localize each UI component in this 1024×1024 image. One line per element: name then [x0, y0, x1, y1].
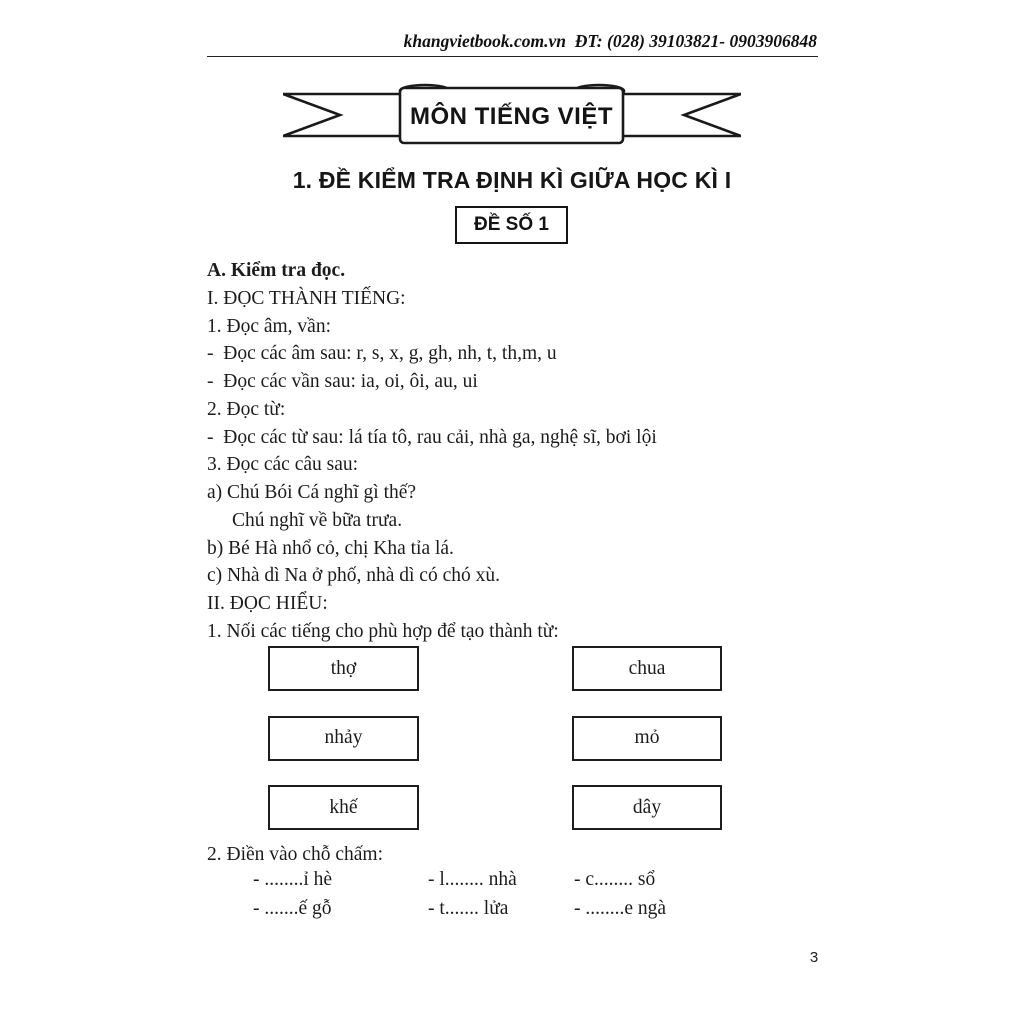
- fill-blank-cell: - t....... lửa: [428, 897, 509, 919]
- fill-in-row: [253, 895, 813, 924]
- body-line-words: - Đọc các từ sau: lá tía tô, rau cải, nhà ga, nghệ sĩ, bơi lội: [207, 426, 657, 448]
- body-line-sentence-a2: Chú nghĩ về bữa trưa.: [232, 509, 403, 531]
- fill-in-exercise: [253, 866, 813, 923]
- body-line-heading-1: I. ĐỌC THÀNH TIẾNG:: [207, 287, 406, 309]
- body-line-rhymes: - Đọc các vần sau: ia, oi, ôi, au, ui: [207, 371, 478, 392]
- banner-label: MÔN TIẾNG VIỆT: [409, 103, 614, 130]
- matching-row: [268, 716, 722, 761]
- page-number: 3: [809, 949, 819, 966]
- matching-exercise: [268, 646, 722, 855]
- fill-blank-cell: - .......ế gỗ: [253, 897, 332, 919]
- body-line-sentence-b: b) Bé Hà nhổ cỏ, chị Kha tỉa lá.: [207, 537, 454, 559]
- fill-blank-cell: - ........e ngà: [574, 897, 667, 919]
- matching-box-left: khế: [268, 785, 419, 830]
- matching-row: [268, 646, 722, 691]
- fill-blank-cell: - c........ sổ: [574, 869, 656, 890]
- fill-in-row: [253, 866, 813, 895]
- fill-blank-cell: - ........ỉ hè: [253, 869, 333, 890]
- ribbon-left-tail: [283, 94, 409, 136]
- body-line-item-2: 2. Đọc từ:: [207, 398, 286, 420]
- matching-row: [268, 785, 722, 830]
- ribbon-banner: [283, 82, 741, 148]
- ribbon-right-tail: [615, 94, 741, 136]
- matching-box-right: dây: [572, 785, 722, 830]
- header-rule: [207, 56, 818, 57]
- body-line-matching-task: 1. Nối các tiếng cho phù hợp để tạo thành từ:: [207, 620, 559, 642]
- body-line-sentence-c: c) Nhà dì Na ở phố, nhà dì có chó xù.: [207, 565, 500, 587]
- body-line-heading-2: II. ĐỌC HIỂU:: [207, 593, 328, 614]
- header-contact: khangvietbook.com.vn ĐT: (028) 39103821- 0903906848: [403, 31, 817, 51]
- matching-box-left: nhảy: [268, 716, 419, 761]
- page-title: 1. ĐỀ KIỂM TRA ĐỊNH KÌ GIỮA HỌC KÌ I: [292, 167, 732, 193]
- body-line-part-a: A. Kiểm tra đọc.: [207, 260, 346, 281]
- fill-in-heading: 2. Điền vào chỗ chấm:: [207, 844, 383, 865]
- exam-number-badge: [455, 206, 568, 244]
- body-line-sentence-a: a) Chú Bói Cá nghĩ gì thế?: [207, 482, 417, 503]
- matching-box-left: thợ: [268, 646, 419, 691]
- body-line-item-3: 3. Đọc các câu sau:: [207, 454, 359, 476]
- exam-body: [207, 257, 822, 646]
- body-line-item-1: 1. Đọc âm, vần:: [207, 315, 332, 337]
- matching-box-right: chua: [572, 646, 722, 691]
- fill-blank-cell: - l........ nhà: [428, 869, 517, 890]
- body-line-sounds: - Đọc các âm sau: r, s, x, g, gh, nh, t, th,m, u: [207, 343, 557, 365]
- exam-number-label: ĐỀ SỐ 1: [474, 214, 549, 235]
- matching-box-right: mỏ: [572, 716, 722, 761]
